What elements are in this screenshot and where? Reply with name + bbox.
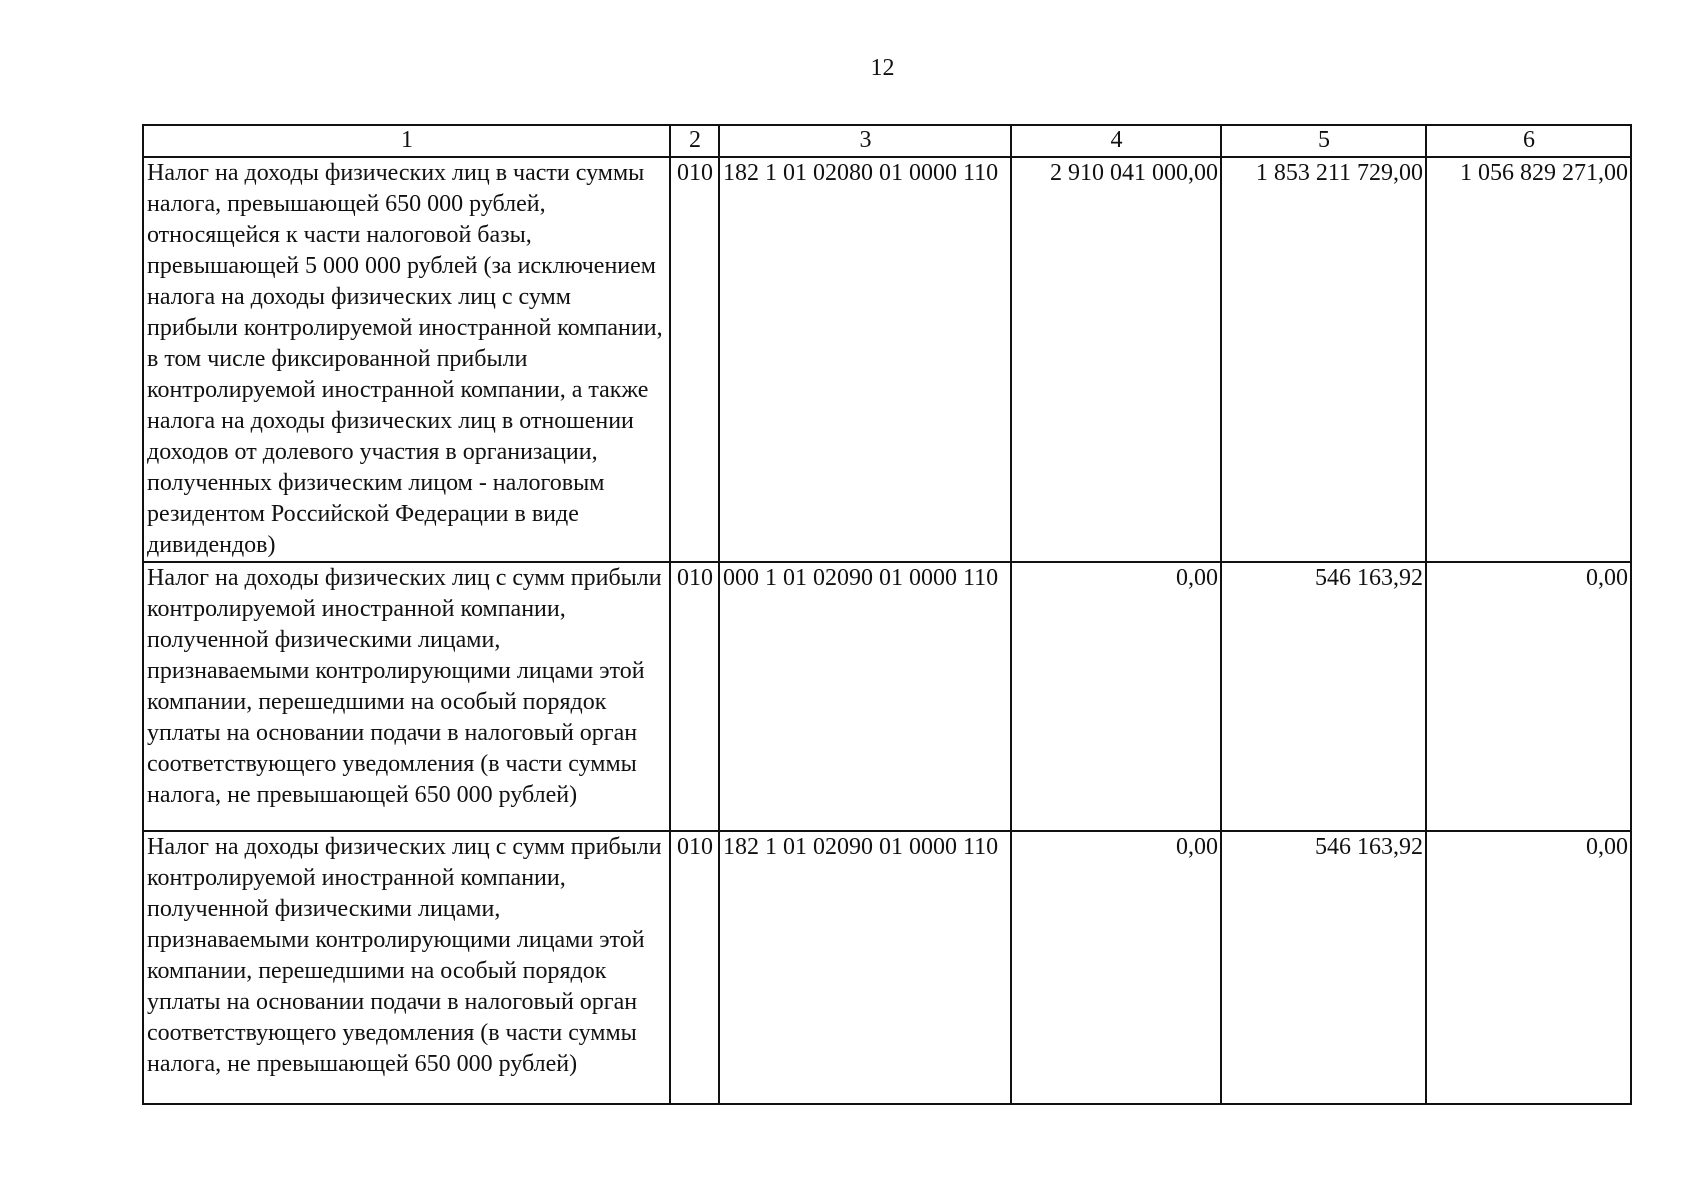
row-income-code: 000 1 01 02090 01 0000 110 <box>719 562 1011 831</box>
table-row <box>143 562 1631 831</box>
column-header-3: 3 <box>719 125 1011 157</box>
row-value-col6: 0,00 <box>1426 562 1631 831</box>
table-row <box>143 831 1631 1104</box>
column-header-1: 1 <box>143 125 670 157</box>
page-number: 12 <box>870 55 895 81</box>
column-header-4: 4 <box>1011 125 1221 157</box>
table-row <box>143 157 1631 562</box>
row-value-col4: 0,00 <box>1011 562 1221 831</box>
row-line-code: 010 <box>670 157 719 562</box>
table-header-row <box>143 125 1631 157</box>
row-value-col4: 2 910 041 000,00 <box>1011 157 1221 562</box>
row-value-col5: 546 163,92 <box>1221 562 1426 831</box>
row-value-col5: 546 163,92 <box>1221 831 1426 1104</box>
row-line-code: 010 <box>670 562 719 831</box>
revenue-table <box>142 124 1632 1105</box>
row-value-col6: 1 056 829 271,00 <box>1426 157 1631 562</box>
row-value-col6: 0,00 <box>1426 831 1631 1104</box>
row-line-code: 010 <box>670 831 719 1104</box>
row-value-col4: 0,00 <box>1011 831 1221 1104</box>
row-name: Налог на доходы физических лиц с сумм прибыли контролируемой иностранной компании, полученной физическими лицами, признаваемыми контролирующими лицами этой компании, перешедшими на особый порядок уплаты на основании подачи в налоговый орган соответствующего уведомления (в части суммы налога, не превышающей 650 000 рублей) <box>143 562 670 831</box>
column-header-2: 2 <box>670 125 719 157</box>
row-name: Налог на доходы физических лиц в части суммы налога, превышающей 650 000 рублей, относящейся к части налоговой базы, превышающей 5 000 000 рублей (за исключением налога на доходы физических лиц с сумм прибыли контролируемой иностранной компании, в том числе фиксированной прибыли контролируемой иностранной компании, а также налога на доходы физических лиц в отношении доходов от долевого участия в организации, полученных физическим лицом - налоговым резидентом Российской Федерации в виде дивидендов) <box>143 157 670 562</box>
row-income-code: 182 1 01 02080 01 0000 110 <box>719 157 1011 562</box>
row-name: Налог на доходы физических лиц с сумм прибыли контролируемой иностранной компании, полученной физическими лицами, признаваемыми контролирующими лицами этой компании, перешедшими на особый порядок уплаты на основании подачи в налоговый орган соответствующего уведомления (в части суммы налога, не превышающей 650 000 рублей) <box>143 831 670 1104</box>
column-header-5: 5 <box>1221 125 1426 157</box>
row-value-col5: 1 853 211 729,00 <box>1221 157 1426 562</box>
row-income-code: 182 1 01 02090 01 0000 110 <box>719 831 1011 1104</box>
column-header-6: 6 <box>1426 125 1631 157</box>
